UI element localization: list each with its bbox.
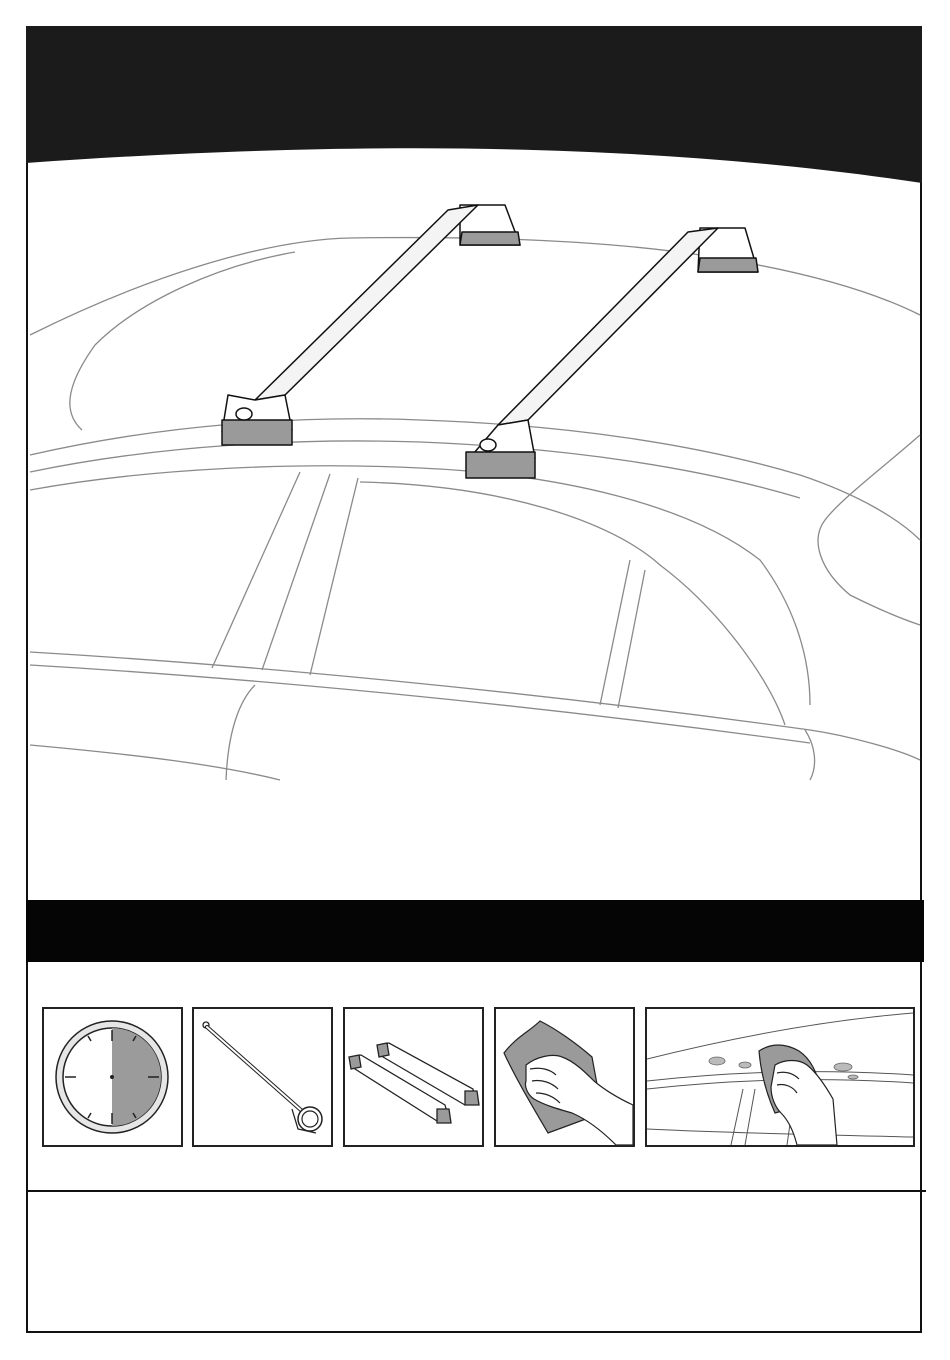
roof-bars-icon: [345, 1009, 482, 1145]
panel-bars: [343, 1007, 484, 1147]
panel-clean-roof: [645, 1007, 915, 1147]
torque-key-icon: [194, 1009, 331, 1145]
panel-time: [42, 1007, 183, 1147]
panel-cloth: [494, 1007, 635, 1147]
panel-tool: [192, 1007, 333, 1147]
cleaning-cloth-icon: [496, 1009, 633, 1145]
roof-bar-rear: [222, 205, 520, 445]
section-bar: [26, 900, 924, 962]
section-divider: [26, 1190, 926, 1192]
header-banner: [26, 26, 922, 183]
roof-bar-front: [466, 228, 758, 478]
clock-icon: [44, 1009, 181, 1145]
car-outline: [30, 238, 920, 780]
wipe-roof-icon: [647, 1009, 913, 1145]
